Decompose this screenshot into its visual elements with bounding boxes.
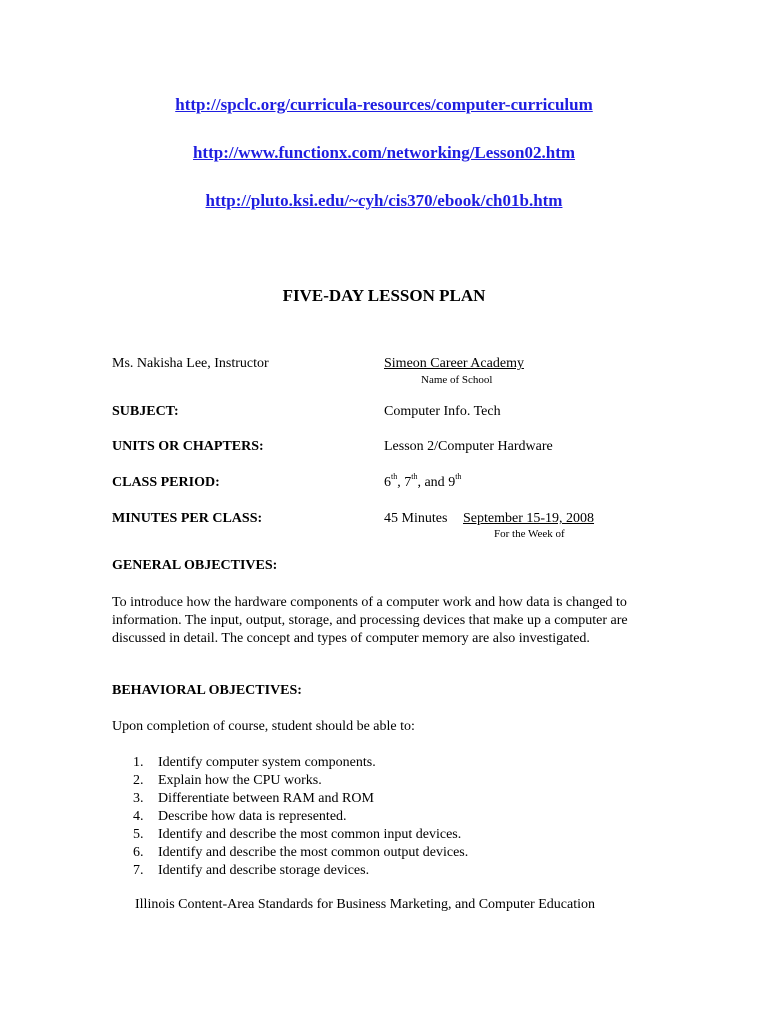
instructor-name: Ms. Nakisha Lee, Instructor — [112, 356, 269, 371]
list-item: 3. Differentiate between RAM and ROM — [133, 791, 374, 806]
class-period-label: CLASS PERIOD: — [112, 475, 220, 490]
minutes-value: 45 Minutes — [384, 511, 448, 526]
subject-value: Computer Info. Tech — [384, 404, 501, 419]
list-item: 7. Identify and describe storage devices. — [133, 863, 370, 878]
list-item: 6. Identify and describe the most common output devices. — [133, 845, 469, 860]
class-period-value: 6th, 7th, and 9th — [384, 472, 462, 490]
list-item: 5. Identify and describe the most common input devices. — [133, 827, 462, 842]
subject-label: SUBJECT: — [112, 404, 179, 419]
list-item: 1. Identify computer system components. — [133, 755, 376, 770]
list-item: 2. Explain how the CPU works. — [133, 773, 322, 788]
behavioral-objectives-intro: Upon completion of course, student should be able to: — [112, 719, 415, 734]
week-caption: For the Week of — [494, 528, 565, 540]
school-name: Simeon Career Academy — [384, 356, 524, 371]
objectives-list — [133, 754, 468, 880]
week-dates: September 15-19, 2008 — [463, 511, 595, 526]
general-objectives-text: To introduce how the hardware components of a computer work and how data is changed to information. The input, output, storage, and processing devices that make up a computer are discussed in detail. The concept and types of computer memory are also investigated. — [112, 595, 628, 646]
units-value: Lesson 2/Computer Hardware — [384, 439, 553, 454]
ksi-ebook-link[interactable]: http://pluto.ksi.edu/~cyh/cis370/ebook/ch01b.htm — [205, 191, 563, 210]
list-item: 4. Describe how data is represented. — [133, 809, 347, 824]
school-caption: Name of School — [421, 374, 493, 386]
behavioral-objectives-heading: BEHAVIORAL OBJECTIVES: — [112, 683, 302, 698]
minutes-label: MINUTES PER CLASS: — [112, 511, 263, 526]
page-title: FIVE-DAY LESSON PLAN — [282, 286, 486, 305]
standards-text: Illinois Content-Area Standards for Business Marketing, and Computer Education — [135, 897, 595, 912]
functionx-link[interactable]: http://www.functionx.com/networking/Lesson02.htm — [192, 143, 576, 162]
units-label: UNITS OR CHAPTERS: — [112, 439, 264, 454]
curriculum-link[interactable]: http://spclc.org/curricula-resources/computer-curriculum — [175, 95, 593, 114]
general-objectives-heading: GENERAL OBJECTIVES: — [112, 558, 278, 573]
